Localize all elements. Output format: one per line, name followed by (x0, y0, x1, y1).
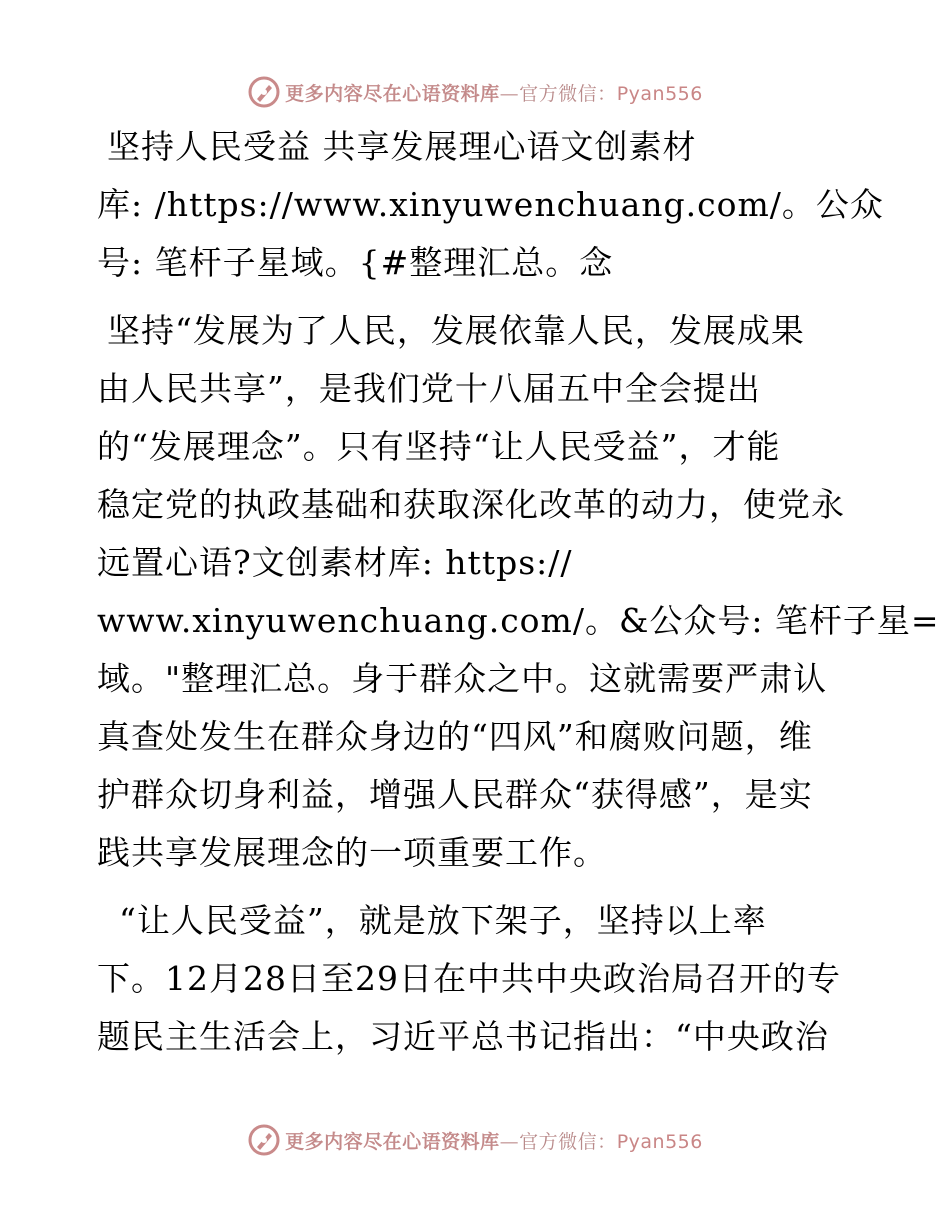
text-line: 远置心语?文创素材库: https:// (97, 543, 573, 582)
text-line: 号: 笔杆子星域。{#整理汇总。念 (97, 243, 614, 282)
watermark-separator: — (499, 1130, 520, 1153)
watermark-label: 官方微信： (519, 82, 617, 105)
text-line: “让人民受益”，就是放下架子，坚持以上率 (119, 901, 767, 940)
document-body (97, 118, 940, 1076)
text-line: 践共享发展理念的一项重要工作。 (97, 833, 607, 872)
text-line: 的“发展理念”。只有坚持“让人民受益”，才能 (97, 427, 781, 466)
watermark-handle: Pyan556 (616, 82, 703, 105)
text-line: 稳定党的执政基础和获取深化改革的动力，使党永 (97, 485, 845, 524)
text-line: 坚持“发展为了人民，发展依靠人民，发展成果 (107, 311, 805, 350)
text-line: 下。12月28日至29日在中共中央政治局召开的专 (97, 959, 841, 998)
watermark-brand: 更多内容尽在心语资料库 (285, 1130, 500, 1153)
pen-logo-icon (247, 75, 281, 109)
watermark-text (285, 1127, 703, 1154)
text-line: 域。"整理汇总。身于群众之中。这就需要严肃认 (97, 659, 828, 698)
text-line: 护群众切身利益，增强人民群众“获得感”，是实 (97, 775, 813, 814)
paragraph-2 (97, 302, 940, 882)
watermark-label: 官方微信： (519, 1130, 617, 1153)
text-line: www.xinyuwenchuang.com/。&公众号: 笔杆子星= (97, 601, 940, 640)
pen-logo-icon (247, 1123, 281, 1157)
footer-watermark (0, 1120, 950, 1160)
paragraph-3 (97, 892, 857, 1066)
text-line: 由人民共享”，是我们党十八届五中全会提出 (97, 369, 761, 408)
text-line: 真查处发生在群众身边的“四风”和腐败问题，维 (97, 717, 813, 756)
text-line: 坚持人民受益 共享发展理心语文创素材 (107, 127, 697, 166)
text-line: 题民主生活会上，习近平总书记指出：“中央政治 (97, 1017, 829, 1056)
watermark-brand: 更多内容尽在心语资料库 (285, 82, 500, 105)
header-watermark (0, 72, 950, 112)
text-line: 库: /https://www.xinyuwenchuang.com/。公众 (97, 185, 884, 224)
paragraph-1 (97, 118, 884, 292)
watermark-separator: — (499, 82, 520, 105)
watermark-text (285, 79, 703, 106)
watermark-handle: Pyan556 (616, 1130, 703, 1153)
